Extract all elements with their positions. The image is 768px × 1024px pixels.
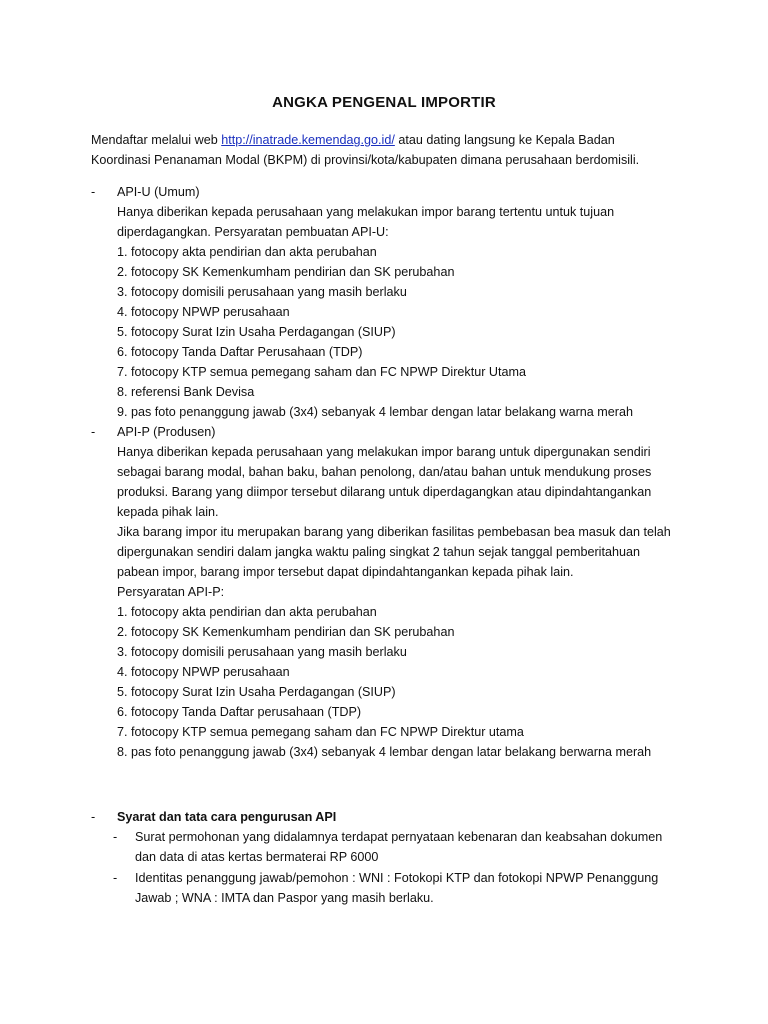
api-p-line: 4. fotocopy NPWP perusahaan (117, 665, 290, 679)
api-u-body (117, 182, 677, 422)
api-p-line: kepada pihak lain. (117, 505, 219, 519)
syarat-item-text (135, 827, 675, 867)
api-p-line: 8. pas foto penanggung jawab (3x4) sebanyak 4 lembar dengan latar belakang berwarna merah (117, 745, 652, 759)
intro-line-1 (91, 130, 691, 150)
api-u-line: 9. pas foto penanggung jawab (3x4) sebanyak 4 lembar dengan latar belakang warna merah (117, 405, 633, 419)
syarat-item-line: Identitas penanggung jawab/pemohon : WNI : Fotokopi KTP dan fotokopi NPWP Penanggung (135, 871, 659, 885)
api-p-line: 5. fotocopy Surat Izin Usaha Perdagangan (SIUP) (117, 685, 396, 699)
api-u-line: 7. fotocopy KTP semua pemegang saham dan FC NPWP Direktur Utama (117, 365, 527, 379)
api-p-line: Hanya diberikan kepada perusahaan yang melakukan impor barang untuk dipergunakan sendiri (117, 445, 651, 459)
api-p-line: produksi. Barang yang diimpor tersebut dilarang untuk diperdagangkan atau dipindahtangankan (117, 485, 652, 499)
api-u-line: diperdagangkan. Persyaratan pembuatan API-U: (117, 225, 389, 239)
intro-paragraph (91, 130, 691, 170)
api-p-line: 7. fotocopy KTP semua pemegang saham dan FC NPWP Direktur utama (117, 725, 524, 739)
intro-line-2: Koordinasi Penanaman Modal (BKPM) di provinsi/kota/kabupaten dimana perusahaan berdomisili. (91, 153, 640, 167)
api-u-heading: API-U (Umum) (117, 185, 200, 199)
sub-bullet-dash: - (113, 830, 118, 844)
api-p-line: sebagai barang modal, bahan baku, bahan penolong, dan/atau bahan untuk mendukung proses (117, 465, 652, 479)
api-p-line: Persyaratan API-P: (117, 585, 225, 599)
api-u-line: 6. fotocopy Tanda Daftar Perusahaan (TDP) (117, 345, 363, 359)
syarat-item-line: dan data di atas kertas bermaterai RP 6000 (135, 850, 379, 864)
api-u-line: 2. fotocopy SK Kemenkumham pendirian dan SK perubahan (117, 265, 455, 279)
syarat-body (117, 807, 677, 827)
api-u-line: 5. fotocopy Surat Izin Usaha Perdagangan (SIUP) (117, 325, 396, 339)
api-u-line: 4. fotocopy NPWP perusahaan (117, 305, 290, 319)
api-u-line: 8. referensi Bank Devisa (117, 385, 255, 399)
api-p-heading: API-P (Produsen) (117, 425, 216, 439)
api-p-line: 3. fotocopy domisili perusahaan yang masih berlaku (117, 645, 407, 659)
api-p-line: Jika barang impor itu merupakan barang yang diberikan fasilitas pembebasan bea masuk dan telah (117, 525, 671, 539)
syarat-heading: Syarat dan tata cara pengurusan API (117, 810, 337, 824)
syarat-item-line: Jawab ; WNA : IMTA dan Paspor yang masih berlaku. (135, 891, 434, 905)
api-u-line: Hanya diberikan kepada perusahaan yang melakukan impor barang tertentu untuk tujuan (117, 205, 615, 219)
syarat-item-text (135, 868, 675, 908)
api-p-line: dipergunakan sendiri dalam jangka waktu paling singkat 2 tahun sejak tanggal pemberitahuan (117, 545, 640, 559)
bullet-dash: - (91, 425, 96, 439)
intro-suffix: atau dating langsung ke Kepala Badan (394, 133, 615, 147)
api-p-line: 2. fotocopy SK Kemenkumham pendirian dan SK perubahan (117, 625, 455, 639)
api-u-line: 3. fotocopy domisili perusahaan yang masih berlaku (117, 285, 407, 299)
document-title: ANGKA PENGENAL IMPORTIR (272, 94, 496, 111)
api-p-body (117, 422, 677, 762)
inatrade-link[interactable]: http://inatrade.kemendag.go.id/ (221, 133, 395, 147)
syarat-item-line: Surat permohonan yang didalamnya terdapat pernyataan kebenaran dan keabsahan dokumen (135, 830, 663, 844)
api-u-line: 1. fotocopy akta pendirian dan akta perubahan (117, 245, 377, 259)
sub-bullet-dash: - (113, 871, 118, 885)
api-p-line: pabean impor, barang impor tersebut dapat dipindahtangankan kepada pihak lain. (117, 565, 574, 579)
api-p-line: 1. fotocopy akta pendirian dan akta perubahan (117, 605, 377, 619)
intro-prefix: Mendaftar melalui web (91, 133, 222, 147)
bullet-dash: - (91, 185, 96, 199)
api-p-line: 6. fotocopy Tanda Daftar perusahaan (TDP) (117, 705, 362, 719)
bullet-dash: - (91, 810, 96, 824)
